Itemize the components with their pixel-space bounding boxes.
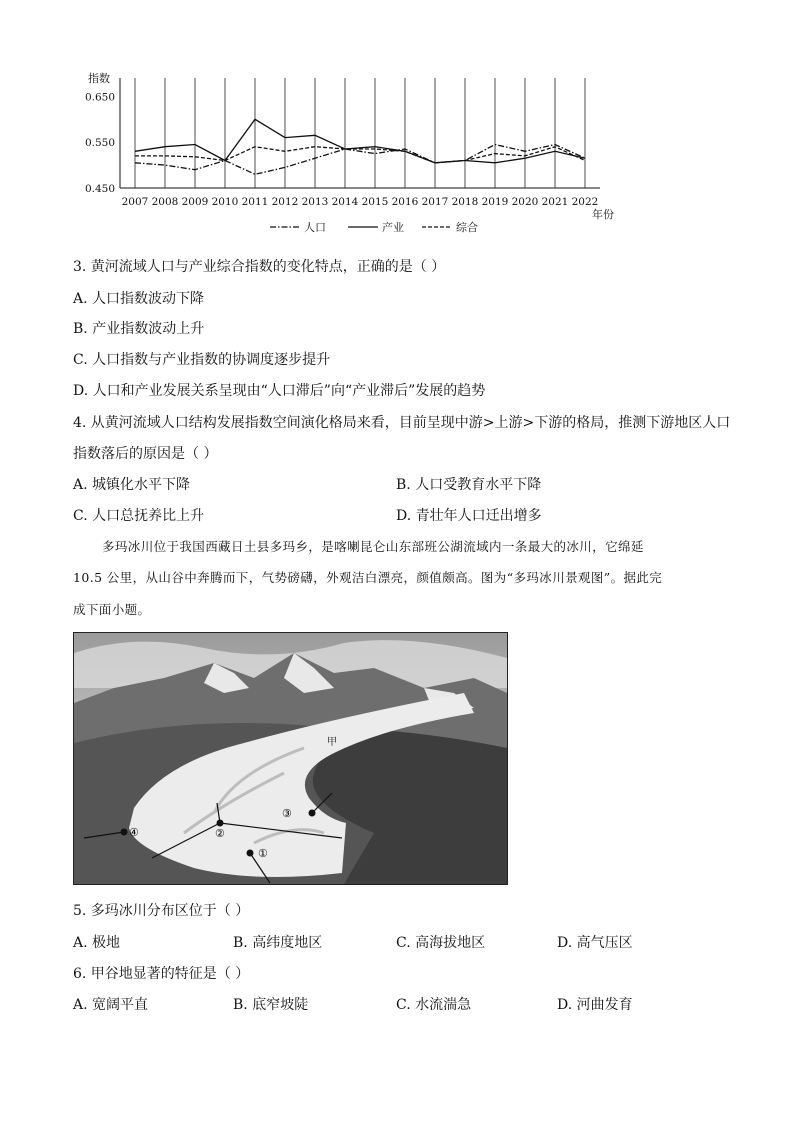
x-tick-label: 2022 (571, 196, 599, 208)
glacier-illustration (74, 633, 507, 884)
q3-option-b: B. 产业指数波动上升 (73, 321, 205, 337)
x-tick-label: 2016 (391, 196, 419, 208)
passage-line3: 成下面小题。 (73, 602, 151, 617)
chart-labels (85, 71, 614, 221)
x-tick-label: 2009 (181, 196, 209, 208)
series-line-产业 (135, 119, 585, 163)
q5-option-a: A. 极地 (73, 935, 121, 951)
q6-option-b: B. 底窄坡陡 (233, 997, 309, 1013)
x-tick-label: 2008 (151, 196, 179, 208)
q6-option-a: A. 宽阔平直 (73, 997, 149, 1013)
marker-2: ② (215, 827, 225, 840)
q4-stem-line2: 指数落后的原因是（ ） (73, 446, 218, 462)
q4-option-d: D. 青壮年人口迁出增多 (396, 508, 542, 524)
legend-label: 综合 (456, 221, 478, 234)
legend-label: 产业 (382, 221, 404, 234)
x-tick-label: 2021 (541, 196, 569, 208)
x-tick-label: 2012 (271, 196, 299, 208)
q3-option-a: A. 人口指数波动下降 (73, 291, 205, 307)
q4-option-c: C. 人口总抚养比上升 (73, 508, 205, 524)
x-tick-label: 2010 (211, 196, 239, 208)
chart-grid (120, 78, 600, 188)
glacier-photo (73, 632, 508, 885)
x-tick-label: 2013 (301, 196, 329, 208)
q5-option-c: C. 高海拔地区 (396, 935, 486, 951)
x-tick-label: 2017 (421, 196, 449, 208)
x-tick-label: 2011 (241, 196, 269, 208)
q4-option-b: B. 人口受教育水平下降 (396, 477, 542, 493)
q4-stem-line1: 4. 从黄河流域人口结构发展指数空间演化格局来看，目前呈现中游>上游>下游的格局，推测下游地区人口 (73, 415, 731, 431)
passage-line2: 10.5 公里，从山谷中奔腾而下，气势磅礴，外观洁白漂亮，颜值颇高。图为“多玛冰川景观图”。据此完 (73, 570, 663, 585)
q5-option-b: B. 高纬度地区 (233, 935, 323, 951)
q6-option-d: D. 河曲发育 (557, 997, 633, 1013)
passage-line1: 多玛冰川位于我国西藏日土县多玛乡，是喀喇昆仑山东部班公湖流域内一条最大的冰川，它绵延 (102, 539, 644, 554)
x-tick-label: 2020 (511, 196, 539, 208)
x-tick-label: 2019 (481, 196, 509, 208)
y-tick-label: 0.550 (84, 137, 115, 150)
y-tick-label: 0.650 (84, 91, 115, 104)
x-tick-label: 2007 (121, 196, 149, 208)
x-tick-label: 2018 (451, 196, 479, 208)
marker-3: ③ (282, 807, 292, 820)
q5-option-d: D. 高气压区 (557, 935, 633, 951)
marker-1: ① (258, 847, 268, 860)
q5-stem: 5. 多玛冰川分布区位于（ ） (73, 903, 250, 919)
y-tick-label: 0.450 (84, 183, 115, 195)
chart-series-group (135, 119, 585, 174)
q6-stem: 6. 甲谷地显著的特征是（ ） (73, 966, 250, 982)
x-tick-label: 2015 (361, 196, 389, 208)
q4-option-a: A. 城镇化水平下降 (73, 477, 191, 493)
q3-option-c: C. 人口指数与产业指数的协调度逐步提升 (73, 352, 331, 368)
x-tick-label: 2014 (331, 196, 359, 208)
q3-stem: 3. 黄河流域人口与产业综合指数的变化特点，正确的是（ ） (73, 259, 446, 275)
x-axis-title: 年份 (592, 208, 614, 221)
line-chart (80, 68, 640, 238)
q6-option-c: C. 水流湍急 (396, 997, 472, 1013)
y-axis-title: 指数 (88, 72, 110, 85)
marker-4: ④ (129, 826, 139, 839)
legend-label: 人口 (304, 221, 326, 234)
q3-option-d: D. 人口和产业发展关系呈现由“人口滞后”向“产业滞后”发展的趋势 (73, 383, 486, 399)
label-jia: 甲 (327, 737, 337, 748)
chart-legend (270, 220, 478, 234)
